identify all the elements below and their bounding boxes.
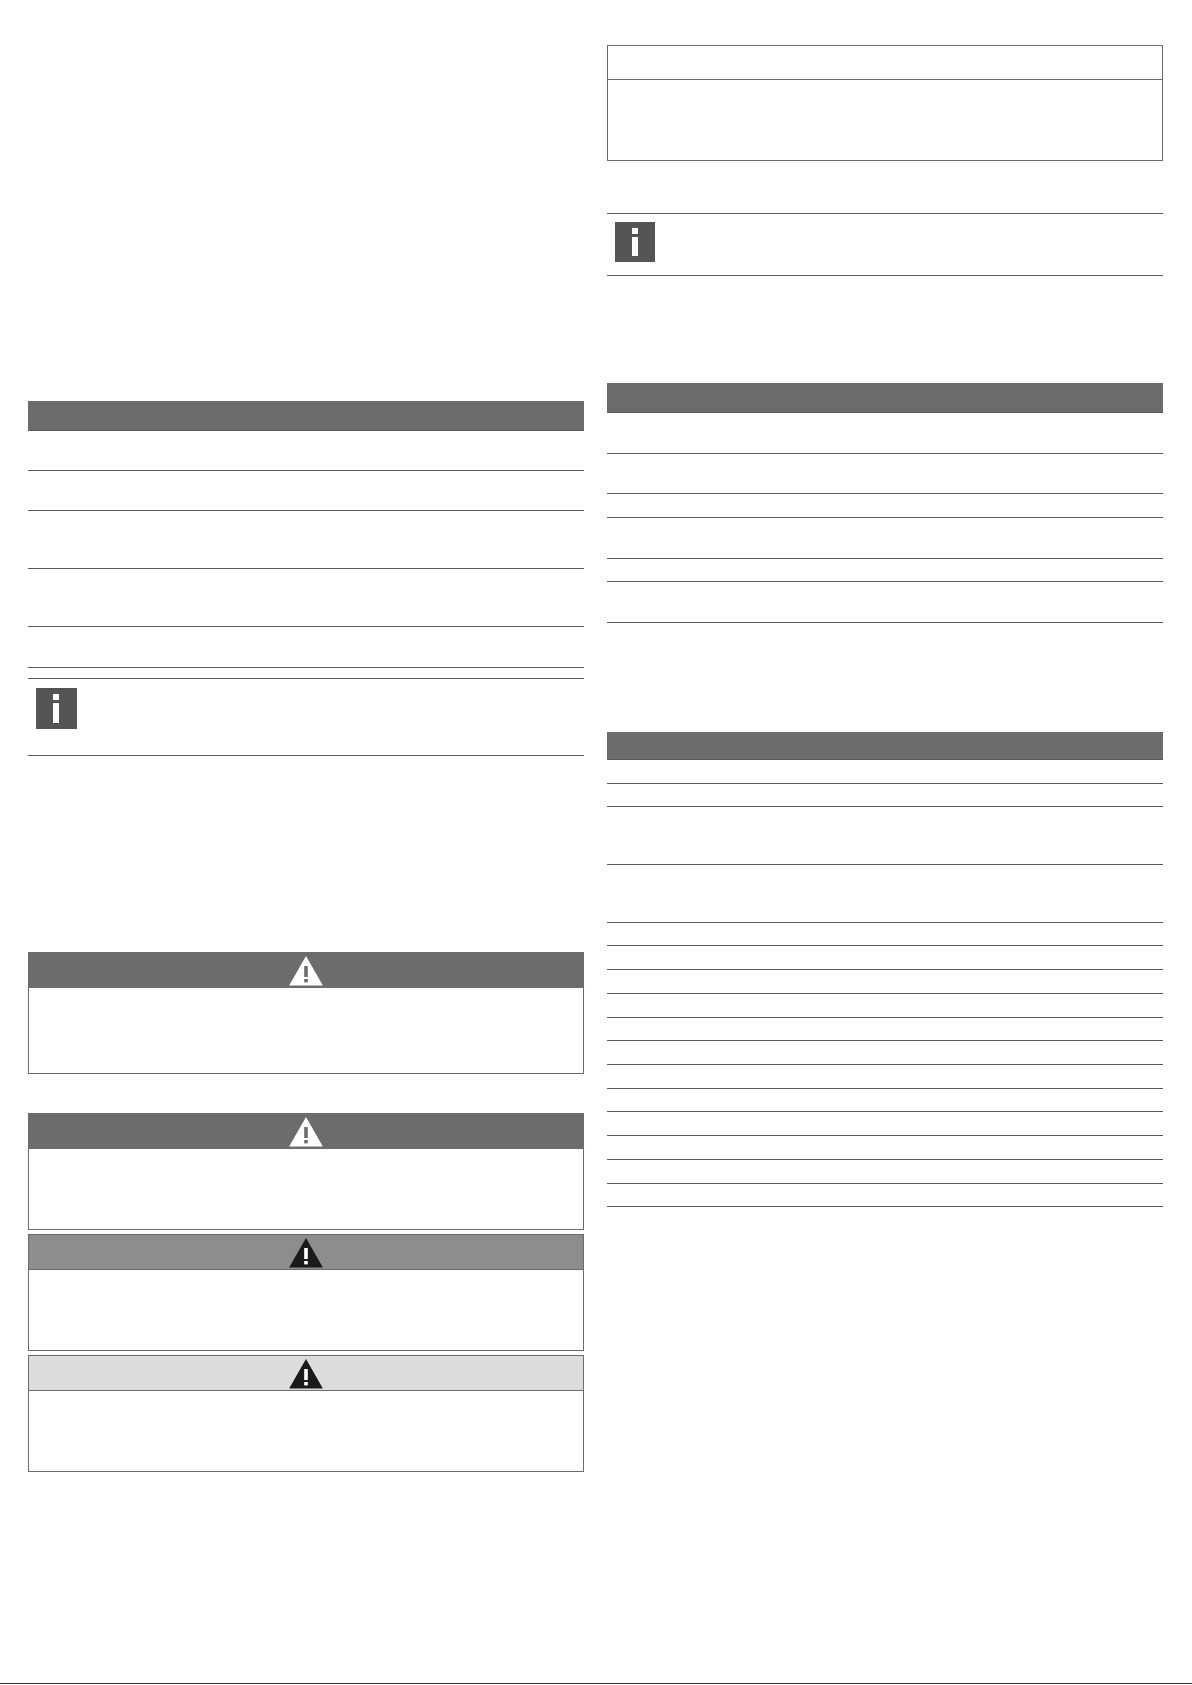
safety-notice-header <box>29 1356 583 1391</box>
right-info-rule-bottom <box>607 275 1163 276</box>
table-row <box>607 622 1163 623</box>
table-row <box>607 1017 1163 1018</box>
left-table-header <box>28 401 584 430</box>
left-info-rule-top <box>28 678 584 679</box>
safety-notice-caution <box>28 1234 584 1351</box>
table-row <box>607 1064 1163 1065</box>
left-info-rule-bottom <box>28 755 584 756</box>
table-row <box>607 453 1163 454</box>
table-row <box>28 568 584 569</box>
table-row <box>607 806 1163 807</box>
table-row <box>28 626 584 627</box>
safety-notice-notice <box>28 1355 584 1472</box>
safety-notice-danger <box>28 952 584 1074</box>
safety-notice-header <box>29 953 583 988</box>
table-row <box>607 558 1163 559</box>
table-row <box>607 1159 1163 1160</box>
table-row <box>607 993 1163 994</box>
warning-triangle-white-icon <box>289 1117 323 1147</box>
page-bottom-rule <box>0 1683 1192 1684</box>
table-row <box>607 581 1163 582</box>
table-row <box>28 667 584 668</box>
safety-notice-header <box>29 1235 583 1270</box>
table-row <box>607 1183 1163 1184</box>
table-row <box>607 1111 1163 1112</box>
table-row <box>607 412 1163 413</box>
table-row <box>607 945 1163 946</box>
table-row <box>607 922 1163 923</box>
table-row <box>28 430 584 431</box>
warning-triangle-black-icon <box>289 1359 323 1389</box>
table-row <box>607 783 1163 784</box>
table-row <box>28 470 584 471</box>
safety-notice-header <box>29 1114 583 1149</box>
safety-notice-warning <box>28 1113 584 1230</box>
right-top-box-header <box>608 46 1162 80</box>
right-table-2-header <box>607 732 1163 759</box>
table-row <box>607 759 1163 760</box>
table-row <box>607 1206 1163 1207</box>
right-table-1-header <box>607 383 1163 412</box>
right-info-rule-top <box>607 213 1163 214</box>
info-icon <box>36 688 77 729</box>
table-row <box>28 510 584 511</box>
warning-triangle-black-icon <box>289 1238 323 1268</box>
info-icon <box>615 222 655 262</box>
table-row <box>607 1040 1163 1041</box>
table-row <box>607 1088 1163 1089</box>
table-row <box>607 864 1163 865</box>
table-row <box>607 517 1163 518</box>
table-row <box>607 969 1163 970</box>
right-top-box <box>607 45 1163 161</box>
table-row <box>607 493 1163 494</box>
table-row <box>607 1135 1163 1136</box>
warning-triangle-white-icon <box>289 956 323 986</box>
